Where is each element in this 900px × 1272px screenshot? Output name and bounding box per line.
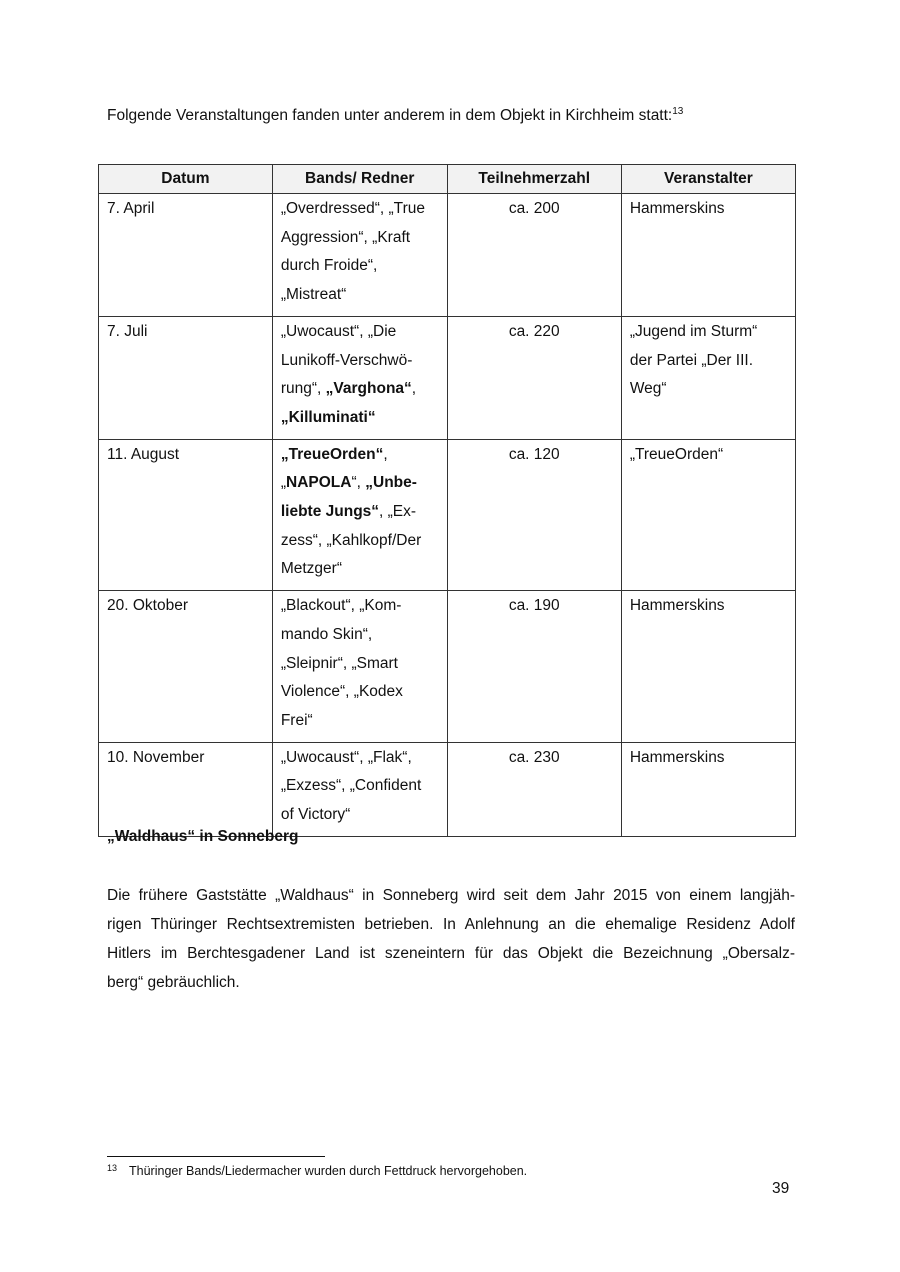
table-header-row bbox=[99, 165, 796, 194]
bands-segment: „Uwocaust“, „Die bbox=[280, 322, 397, 340]
organizer-line: Hammerskins bbox=[629, 748, 725, 766]
cell-bands bbox=[272, 316, 447, 439]
bands-segment: zess“, „Kahlkopf/Der bbox=[280, 531, 422, 549]
bands-line bbox=[281, 678, 439, 707]
bands-segment-bold: NAPOLA bbox=[286, 474, 352, 492]
footnote-divider bbox=[107, 1156, 325, 1157]
table-body bbox=[99, 194, 796, 837]
header-bands-redner: Bands/ Redner bbox=[272, 165, 447, 194]
bands-segment: „Overdressed“, „True bbox=[280, 200, 425, 217]
bands-line bbox=[281, 252, 439, 281]
bands-line bbox=[281, 801, 439, 830]
organizer-line: „TreueOrden“ bbox=[629, 445, 724, 463]
events-table bbox=[98, 164, 796, 837]
bands-segment: „Uwocaust“, „Flak“, bbox=[280, 748, 412, 766]
header-teilnehmerzahl: Teilnehmerzahl bbox=[447, 165, 621, 194]
cell-date: 11. August bbox=[99, 439, 273, 591]
bands-segment: durch Froide“, bbox=[280, 257, 378, 275]
header-datum: Datum bbox=[99, 165, 273, 194]
bands-segment: „Sleipnir“, „Smart bbox=[280, 654, 398, 672]
bands-line bbox=[281, 404, 439, 433]
paragraph-line: Die frühere Gaststätte „Waldhaus“ in Sonneberg wird seit dem Jahr 2015 von einem langjäh- bbox=[107, 887, 795, 904]
bands-segment: „ bbox=[280, 474, 287, 492]
cell-organizer bbox=[621, 439, 795, 591]
paragraph-line: berg“ gebräuchlich. bbox=[107, 974, 240, 991]
cell-participants: ca. 230 bbox=[447, 742, 621, 836]
bands-segment: Lunikoff-Verschwö- bbox=[280, 351, 413, 369]
bands-segment: , bbox=[383, 445, 388, 463]
cell-organizer bbox=[621, 316, 795, 439]
organizer-line: „Jugend im Sturm“ bbox=[629, 322, 758, 340]
bands-line bbox=[281, 707, 439, 736]
cell-bands bbox=[272, 439, 447, 591]
cell-participants: ca. 120 bbox=[447, 439, 621, 591]
cell-bands bbox=[272, 591, 447, 743]
bands-line bbox=[281, 650, 439, 679]
bands-line bbox=[281, 224, 439, 253]
page-number: 39 bbox=[772, 1180, 790, 1197]
bands-segment: „Blackout“, „Kom- bbox=[280, 597, 402, 615]
organizer-line: Hammerskins bbox=[629, 200, 725, 217]
bands-line bbox=[281, 772, 439, 801]
cell-bands bbox=[272, 194, 447, 317]
cell-date: 10. November bbox=[99, 742, 273, 836]
bands-line bbox=[281, 469, 439, 498]
cell-bands bbox=[272, 742, 447, 836]
cell-participants: ca. 220 bbox=[447, 316, 621, 439]
cell-date: 20. Oktober bbox=[99, 591, 273, 743]
footnote-reference: 13 bbox=[672, 106, 684, 117]
section-paragraph bbox=[107, 881, 795, 997]
footnote bbox=[107, 1163, 527, 1178]
organizer-line: Weg“ bbox=[629, 380, 667, 398]
bands-line bbox=[281, 527, 439, 556]
bands-line bbox=[281, 621, 439, 650]
intro-text: Folgende Veranstaltungen fanden unter anderem in dem Objekt in Kirchheim statt: bbox=[107, 107, 673, 124]
bands-line bbox=[281, 347, 439, 376]
bands-segment: of Victory“ bbox=[280, 806, 351, 824]
table-row bbox=[99, 742, 796, 836]
bands-segment-bold: „Unbe- bbox=[365, 474, 417, 492]
cell-organizer bbox=[621, 591, 795, 743]
intro-paragraph bbox=[107, 106, 683, 125]
cell-date: 7. April bbox=[99, 194, 273, 317]
bands-line bbox=[281, 441, 439, 470]
bands-segment: Aggression“, „Kraft bbox=[280, 228, 411, 246]
table-row bbox=[99, 194, 796, 317]
cell-organizer bbox=[621, 194, 795, 317]
cell-participants: ca. 200 bbox=[447, 194, 621, 317]
bands-segment: rung“, bbox=[280, 380, 326, 398]
bands-line bbox=[281, 375, 439, 404]
bands-segment-bold: „Killuminati“ bbox=[280, 408, 376, 426]
footnote-number: 13 bbox=[107, 1163, 118, 1173]
bands-line bbox=[281, 555, 439, 584]
bands-segment: Frei“ bbox=[280, 711, 313, 729]
table-row bbox=[99, 591, 796, 743]
cell-organizer bbox=[621, 742, 795, 836]
organizer-line: der Partei „Der III. bbox=[629, 351, 754, 369]
bands-segment: mando Skin“, bbox=[280, 625, 373, 643]
bands-line bbox=[281, 281, 439, 310]
bands-line bbox=[281, 744, 439, 773]
bands-segment: „Mistreat“ bbox=[280, 286, 347, 304]
bands-segment-bold: „TreueOrden“ bbox=[280, 445, 384, 463]
bands-line bbox=[281, 195, 439, 224]
bands-segment: “, bbox=[351, 474, 366, 492]
paragraph-line: Hitlers im Berchtesgadener Land ist szeneintern für das Objekt die Bezeichnung „Obersalz- bbox=[107, 945, 795, 962]
header-veranstalter: Veranstalter bbox=[621, 165, 795, 194]
table-row bbox=[99, 439, 796, 591]
footnote-text: Thüringer Bands/Liedermacher wurden durch Fettdruck hervorgehoben. bbox=[129, 1164, 528, 1178]
paragraph-line: rigen Thüringer Rechtsextremisten betrieben. In Anlehnung an die ehemalige Residenz Adolf bbox=[107, 916, 795, 933]
bands-line bbox=[281, 318, 439, 347]
bands-segment: , bbox=[411, 380, 417, 398]
bands-segment: , „Ex- bbox=[379, 503, 417, 521]
bands-segment: Violence“, „Kodex bbox=[280, 683, 403, 701]
cell-participants: ca. 190 bbox=[447, 591, 621, 743]
cell-date: 7. Juli bbox=[99, 316, 273, 439]
bands-line bbox=[281, 592, 439, 621]
table-row bbox=[99, 316, 796, 439]
bands-segment-bold: liebte Jungs“ bbox=[280, 503, 380, 521]
section-heading: „Waldhaus“ in Sonneberg bbox=[107, 828, 299, 845]
organizer-line: Hammerskins bbox=[629, 597, 725, 615]
bands-segment: Metzger“ bbox=[280, 560, 342, 578]
bands-segment: „Exzess“, „Confident bbox=[280, 777, 422, 795]
bands-segment-bold: „Varghona“ bbox=[325, 380, 412, 398]
bands-line bbox=[281, 498, 439, 527]
